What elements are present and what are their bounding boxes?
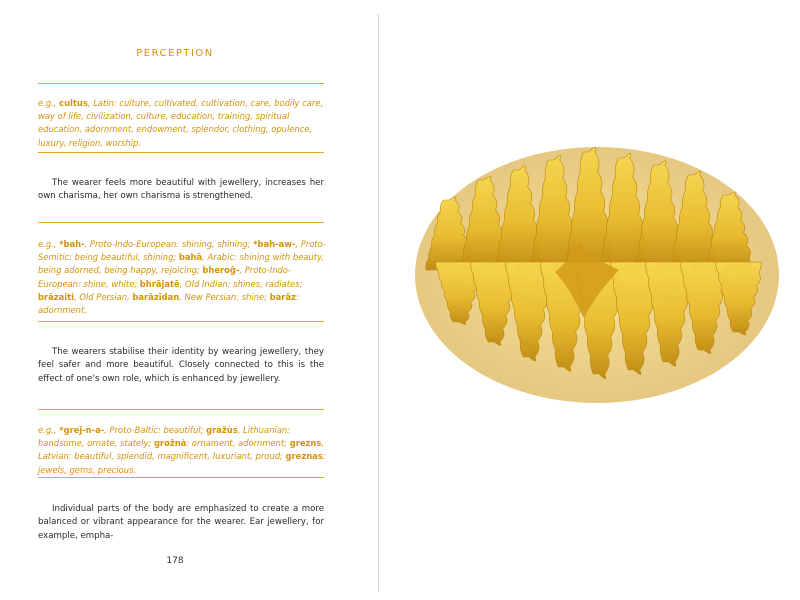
etymology-block-3: [38, 424, 326, 477]
bracelet-top-row: [426, 147, 752, 270]
headword: barāzīdan: [132, 291, 180, 302]
divider: [38, 321, 324, 322]
gloss-text: , Proto-Semitic: being beautiful, shining;: [38, 239, 326, 263]
divider: [38, 477, 324, 478]
gloss-text: , Latvian: beautiful, splendid, magnificent, luxuriant, proud;: [38, 438, 325, 462]
gloss-text: , New Persian: shine;: [179, 291, 270, 302]
gloss-text: , Proto-Indo-European: shining, shining;: [84, 239, 254, 249]
headword: bahā: [178, 252, 203, 263]
gloss-text: , Latin: culture, cultivated, cultivation, care, bodily care, way of life, civilization, culture, education, training, spiritual education, adornment, endowment, splendor, clothing, opulence, luxury, religion, worship.: [38, 98, 324, 148]
divider: [38, 222, 324, 223]
gloss-text: , Lithuanian: handsome, ornate, stately;: [38, 425, 290, 449]
body-paragraph-2: The wearers stabilise their identity by wearing jewellery, they feel safer and more beautiful. Closely connected to this is the effect of one’s own role, which is enhanced by jewellery.: [38, 347, 324, 384]
headword: grožnà: [153, 438, 187, 449]
headword: cultus: [59, 98, 88, 108]
gloss-text: : jewels, gems, precious.: [38, 451, 326, 475]
gloss-text: : ornament, adornment;: [186, 438, 290, 449]
gloss-text: , Proto-Baltic: beautiful;: [104, 425, 207, 435]
headword: grezns: [289, 438, 322, 449]
section-title: PERCEPTION: [136, 48, 214, 59]
body-paragraph-1: The wearer feels more beautiful with jewellery, increases her own charisma, her own charisma is strengthened.: [38, 178, 324, 202]
gloss-text: e.g.,: [38, 98, 60, 108]
gloss-text: , Arabic: shining with beauty, being adorned, being happy, rejoicing;: [38, 252, 325, 276]
headword: *bah-: [59, 239, 85, 249]
divider: [38, 83, 324, 84]
headword: brāzaiti: [38, 291, 75, 302]
headword: *bah-aw-: [253, 239, 296, 249]
etymology-block-1: [38, 97, 326, 150]
headword: barāz: [269, 291, 296, 302]
gloss-text: , Proto-Indo-European: shine, white;: [38, 265, 292, 289]
headword: gražùs: [206, 425, 238, 435]
headword: *greȷ̌-n-a-: [59, 425, 105, 435]
gloss-text: e.g.,: [38, 239, 60, 249]
divider: [38, 152, 324, 153]
gloss-text: , Old Persian,: [74, 291, 133, 302]
page-number: 178: [166, 556, 184, 566]
left-page: [0, 0, 378, 600]
gold-bracelet-photo: [379, 0, 800, 600]
divider: [38, 409, 324, 410]
headword: bheroĝ-: [202, 265, 240, 276]
etymology-block-2: [38, 238, 326, 317]
headword: bhrājatē: [139, 278, 180, 289]
headword: greznas: [285, 451, 323, 462]
gloss-text: : adornment.: [38, 291, 299, 316]
right-page: [379, 0, 800, 600]
body-paragraph-3: Individual parts of the body are emphasized to create a more balanced or vibrant appearance for the wearer. Ear jewellery, for example, empha-: [38, 504, 324, 541]
gloss-text: , Old Indian: shines, radiates;: [179, 278, 303, 289]
gloss-text: e.g.,: [38, 425, 60, 435]
